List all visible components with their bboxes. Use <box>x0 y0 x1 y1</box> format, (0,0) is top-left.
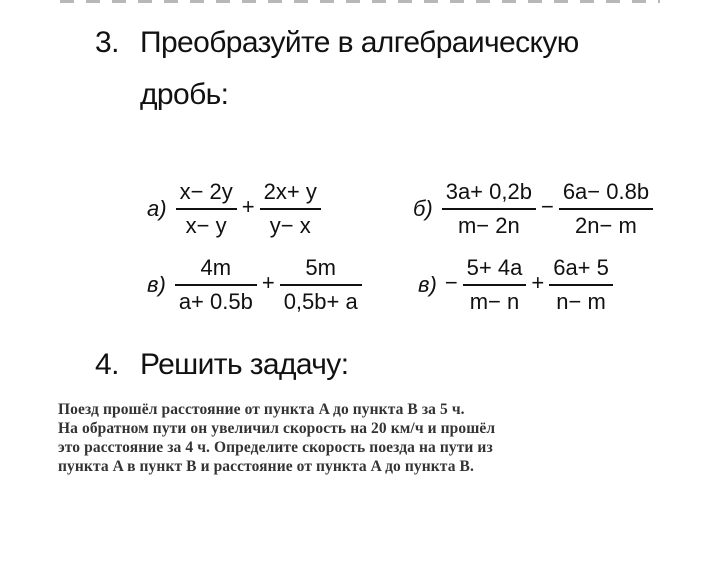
fraction <box>175 252 257 318</box>
denominator: a+ 0.5b <box>178 288 253 314</box>
denominator: m− n <box>469 288 520 314</box>
task-4-number: 4. <box>95 348 119 381</box>
expression-c <box>147 252 365 318</box>
expression-label: б) <box>413 195 433 221</box>
task-4-heading <box>95 348 348 382</box>
problem-line: пункта A в пункт B и расстояние от пункта A до пункта B. <box>58 458 474 475</box>
numerator: x− 2y <box>179 179 233 204</box>
problem-line: это расстояние за 4 ч. Определите скорость поезда на пути из <box>58 439 493 456</box>
numerator: 2x+ y <box>263 179 317 204</box>
fraction <box>549 252 613 318</box>
task-3-title: Преобразуйте в алгебраическую <box>140 26 579 59</box>
problem-text <box>58 400 668 476</box>
numerator: 5m <box>305 255 336 280</box>
leading-minus: − <box>444 269 458 295</box>
expression-b <box>413 176 656 242</box>
operator: + <box>531 269 545 295</box>
task-3-title-line2: дробь: <box>140 78 229 111</box>
fraction <box>442 176 536 242</box>
denominator: x− y <box>185 212 227 238</box>
problem-line: На обратном пути он увеличил скорость на 20 км/ч и прошёл <box>58 420 496 437</box>
fraction <box>463 252 527 318</box>
fraction <box>280 252 362 318</box>
fraction <box>559 176 653 242</box>
fraction <box>176 176 237 242</box>
numerator: 3a+ 0,2b <box>445 179 532 204</box>
task-4-title: Решить задачу: <box>140 348 349 381</box>
denominator: 0,5b+ a <box>283 288 358 314</box>
cropped-top-text-edge <box>60 0 660 3</box>
problem-line: Поезд прошёл расстояние от пункта A до пункта B за 5 ч. <box>58 401 465 418</box>
operator: − <box>540 193 554 219</box>
task-3-number: 3. <box>95 26 119 59</box>
numerator: 6a+ 5 <box>553 255 609 280</box>
expression-a <box>147 176 324 242</box>
expression-label: а) <box>147 195 167 221</box>
expression-d <box>418 252 616 318</box>
expression-label: в) <box>147 271 166 297</box>
numerator: 6a− 0.8b <box>562 179 650 204</box>
denominator: m− 2n <box>457 212 520 238</box>
expression-label: в) <box>418 271 437 297</box>
fraction <box>260 176 321 242</box>
operator: + <box>241 193 255 219</box>
numerator: 5+ 4a <box>466 255 523 280</box>
numerator: 4m <box>200 255 232 280</box>
denominator: n− m <box>556 288 606 314</box>
denominator: y− x <box>269 212 311 238</box>
task-3-heading <box>95 26 579 60</box>
denominator: 2n− m <box>575 212 637 238</box>
operator: + <box>261 269 275 295</box>
